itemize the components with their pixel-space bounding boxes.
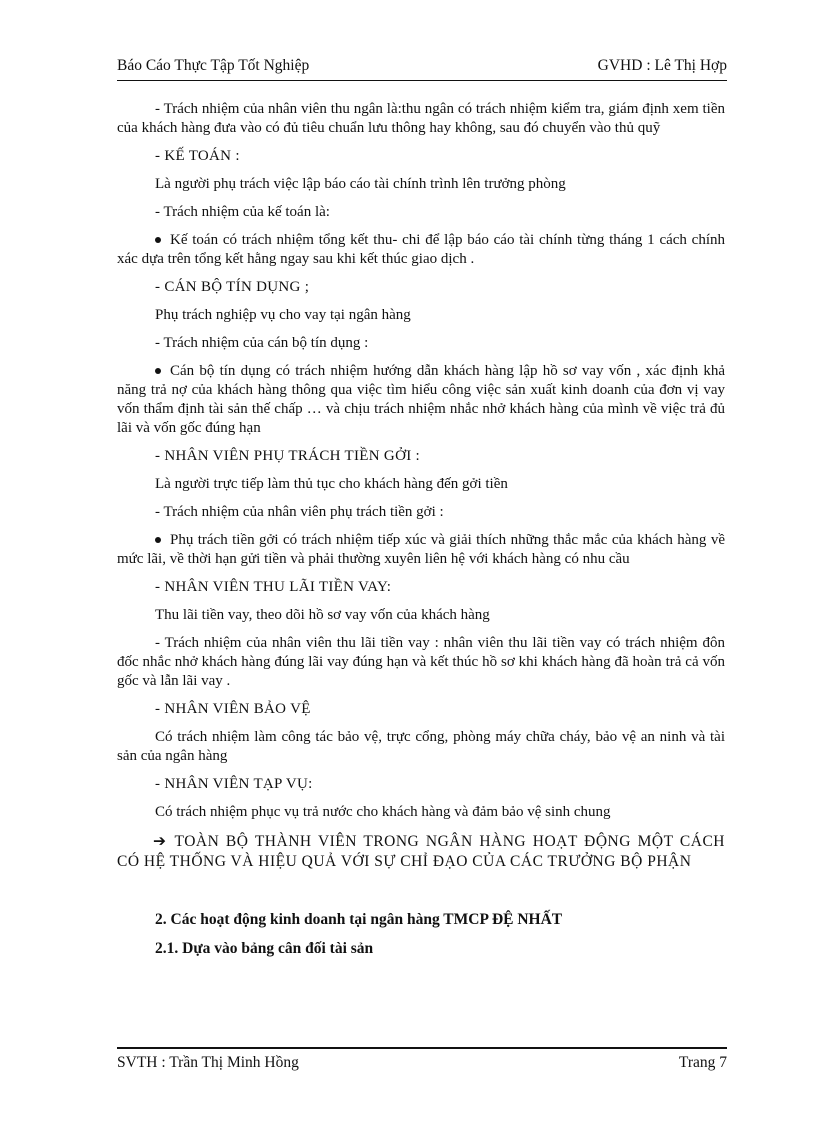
bullet-deposit-duty — [117, 531, 725, 569]
paragraph-accountant-duty-title: - Trách nhiệm của kế toán là: — [155, 204, 330, 220]
page-header — [117, 57, 727, 79]
paragraph-service-duty: Có trách nhiệm phục vụ trả nước cho khách hàng và đảm bảo vệ sinh chung — [155, 804, 611, 820]
paragraph-credit-duty-title: - Trách nhiệm của cán bộ tín dụng : — [155, 335, 369, 351]
bullet-dot-icon — [155, 368, 161, 374]
heading-section-2: 2. Các hoạt động kinh doanh tại ngân hàng TMCP ĐỆ NHẤT — [155, 911, 563, 928]
conclusion-paragraph — [117, 831, 725, 872]
section-security-staff: - NHÂN VIÊN BẢO VỆ — [155, 701, 311, 717]
bullet-text: Phụ trách tiền gởi có trách nhiệm tiếp xúc và giải thích những thắc mắc của khách hàng về mức lãi, về thời hạn gửi tiền và phải thường xuyên liên hệ với khách hàng có nhu cầu — [117, 532, 725, 567]
paragraph-credit-role: Phụ trách nghiệp vụ cho vay tại ngân hàng — [155, 307, 411, 323]
paragraph-accountant-role: Là người phụ trách việc lập báo cáo tài chính trình lên trưởng phòng — [155, 176, 566, 192]
footer-student: SVTH : Trần Thị Minh Hồng — [117, 1054, 299, 1071]
bullet-dot-icon — [155, 537, 161, 543]
section-service-staff: - NHÂN VIÊN TẠP VỤ: — [155, 776, 313, 792]
right-arrow-icon: ➔ — [153, 832, 167, 850]
document-body — [117, 100, 725, 958]
header-divider — [117, 80, 727, 81]
page-footer — [117, 1054, 727, 1076]
bullet-text: Cán bộ tín dụng có trách nhiệm hướng dẫn khách hàng lập hồ sơ vay vốn , xác định khả năng trả nợ của khách hàng thông qua việc tìm hiểu công việc sản xuất kinh doanh của đơn vị vay vốn thẩm định tài sản thế chấp … và chịu trách nhiệm nhắc nhở khách hàng của mình về việc trả đủ lãi và vốn gốc đúng hạn — [117, 363, 725, 436]
paragraph-security-duty: Có trách nhiệm làm công tác bảo vệ, trực cổng, phòng máy chữa cháy, bảo vệ an ninh và tài sản của ngân hàng — [117, 729, 725, 764]
paragraph-interest-role: Thu lãi tiền vay, theo dõi hồ sơ vay vốn của khách hàng — [155, 607, 490, 623]
section-credit-officer: - CÁN BỘ TÍN DỤNG ; — [155, 279, 310, 295]
heading-section-2-1: 2.1. Dựa vào bảng cân đối tài sản — [155, 940, 374, 957]
page-number: Trang 7 — [678, 1054, 727, 1071]
bullet-credit-duty — [117, 362, 725, 438]
section-accountant: - KẾ TOÁN : — [155, 148, 240, 164]
bullet-dot-icon — [155, 237, 161, 243]
header-supervisor: GVHD : Lê Thị Hợp — [597, 57, 727, 74]
header-report-title: Báo Cáo Thực Tập Tốt Nghiệp — [117, 57, 310, 74]
paragraph-deposit-role: Là người trực tiếp làm thủ tục cho khách hàng đến gởi tiền — [155, 476, 508, 492]
bullet-text: Kế toán có trách nhiệm tổng kết thu- chi để lập báo cáo tài chính từng tháng 1 cách chính xác dựa trên tổng kết hằng ngay sau khi kết thúc giao dịch . — [117, 232, 725, 267]
paragraph-cashier-duty: - Trách nhiệm của nhân viên thu ngân là:thu ngân có trách nhiệm kiểm tra, giám định xem tiền của khách hàng đưa vào có đủ tiêu chuẩn lưu thông hay không, sau đó chuyển vào thủ quỹ — [117, 101, 725, 136]
conclusion-text: TOÀN BỘ THÀNH VIÊN TRONG NGÂN HÀNG HOẠT ĐỘNG MỘT CÁCH CÓ HỆ THỐNG VÀ HIỆU QUẢ VỚI SỰ CHỈ ĐẠO CỦA CÁC TRƯỞNG BỘ PHẬN — [117, 833, 725, 870]
paragraph-deposit-duty-title: - Trách nhiệm của nhân viên phụ trách tiền gởi : — [155, 504, 444, 520]
bullet-accountant-duty — [117, 231, 725, 269]
section-interest-staff: - NHÂN VIÊN THU LÃI TIỀN VAY: — [155, 579, 392, 595]
paragraph-interest-duty: - Trách nhiệm của nhân viên thu lãi tiền vay : nhân viên thu lãi tiền vay có trách nhiệm đôn đốc nhắc nhở khách hàng đúng lãi vay đúng hạn và kết thúc hồ sơ khi khách hàng đã hoàn trả cả vốn gốc và lẫn lãi vay . — [117, 635, 725, 689]
section-deposit-staff: - NHÂN VIÊN PHỤ TRÁCH TIỀN GỞI : — [155, 448, 421, 464]
footer-divider — [117, 1047, 727, 1049]
